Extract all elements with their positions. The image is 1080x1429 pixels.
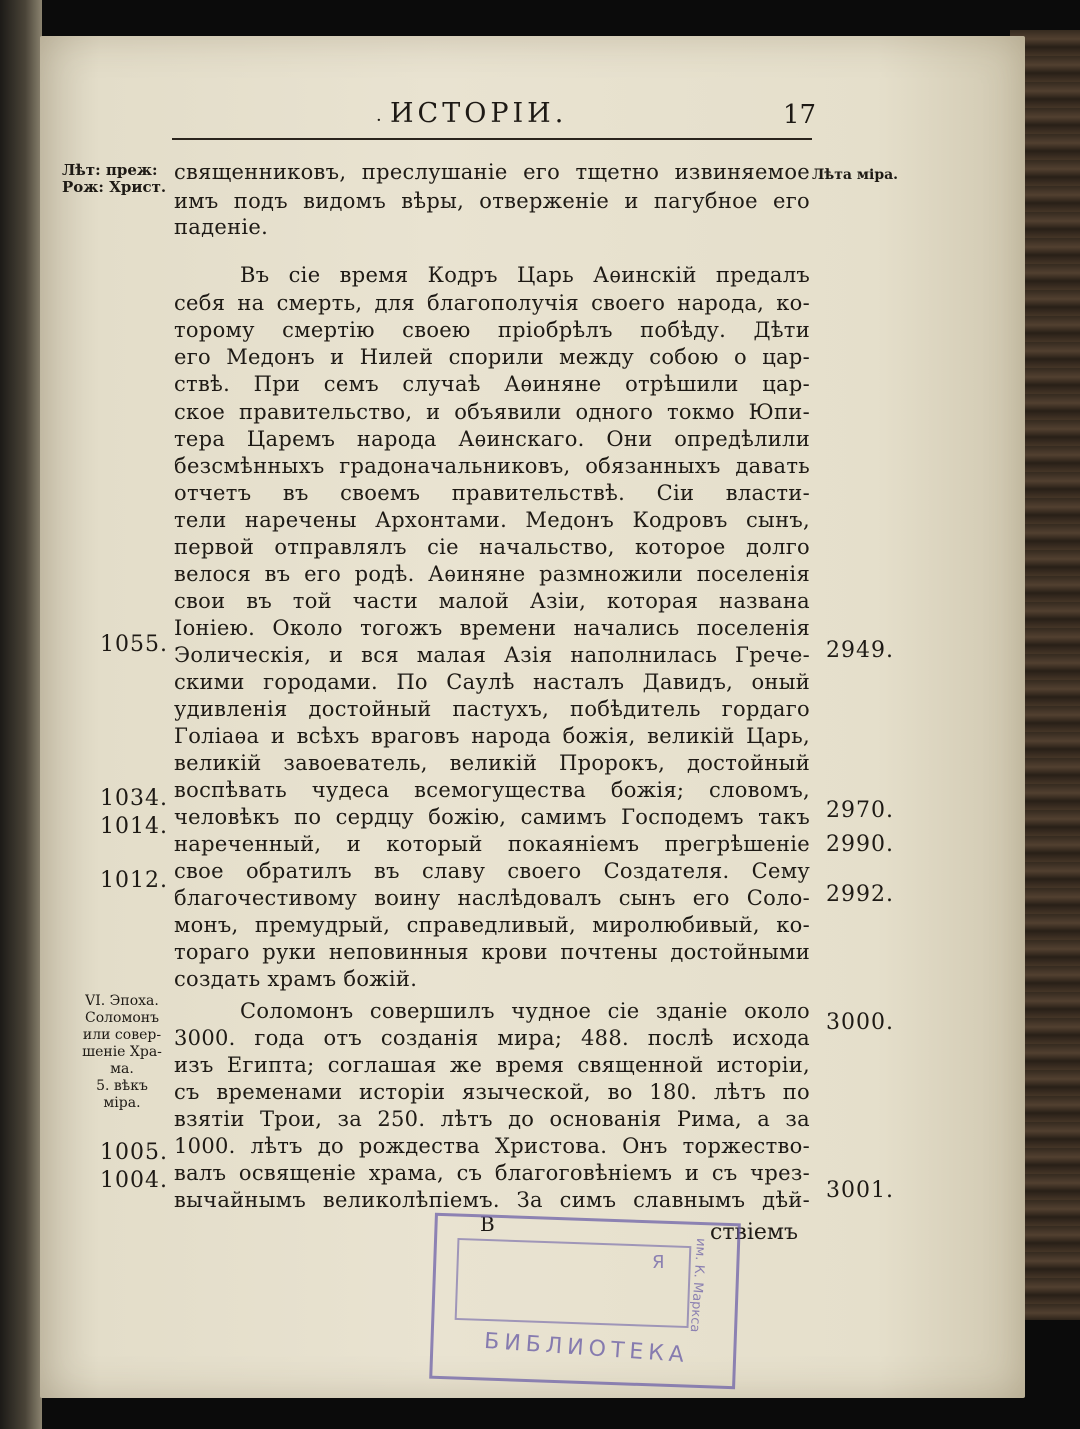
text-line: тели наречены Архонтами. Медонъ Кодровъ сынъ, <box>174 508 810 532</box>
text-line: свои въ той части малой Азiи, которая названа <box>174 589 810 613</box>
text-line: велося въ его родѣ. Аѳиняне размножили поселенiя <box>174 562 810 586</box>
text-line: безсмѣнныхъ градоначальниковъ, обязанныхъ давать <box>174 454 810 478</box>
stamp-side-text: им. К. Маркса <box>686 1237 709 1333</box>
year-right: 3001. <box>826 1178 894 1203</box>
year-left: 1005. <box>100 1140 168 1165</box>
stamp-word: БИБЛИОТЕКА <box>483 1328 690 1369</box>
text-line: его Медонъ и Нилей спорили между собою о цар- <box>174 345 810 369</box>
epoch-note-line: шенiе Хра- <box>82 1044 162 1060</box>
text-line: 1000. лѣтъ до рождества Христова. Онъ торжество- <box>174 1134 810 1158</box>
epoch-note-line: или совер- <box>82 1027 162 1043</box>
epoch-note-line: мiра. <box>103 1095 141 1111</box>
text-line: ствѣ. При семъ случаѣ Аѳиняне отрѣшили цар- <box>174 372 810 396</box>
text-line: человѣкъ по сердцу божiю, самимъ Господемъ такъ <box>174 805 810 829</box>
running-title: ИСТОРIИ. <box>390 98 568 129</box>
year-right: 2992. <box>826 882 894 907</box>
book-binding-left <box>0 0 42 1429</box>
epoch-note-line: VI. Эпоха. <box>85 993 159 1009</box>
text-line: скими городами. По Саулѣ насталъ Давидъ, оный <box>174 670 810 694</box>
page-number: 17 <box>783 100 817 130</box>
text-line: Въ сiе время Кодръ Царь Аѳинскiй предалъ <box>240 263 810 287</box>
text-line: отчетъ въ своемъ правительствѣ. Сiи власти- <box>174 481 810 505</box>
text-line: свое обратилъ въ славу своего Создателя. Сему <box>174 859 810 883</box>
year-right: 2949. <box>826 638 894 663</box>
margin-label-line: Рож: Христ. <box>62 178 167 197</box>
year-left: 1034. <box>100 786 168 811</box>
header-ornament: · <box>376 110 382 131</box>
text-line: первой отправлялъ сiе начальство, которое долго <box>174 535 810 559</box>
text-line: Эолическiя, и вся малая Азiя наполнилась Грече- <box>174 643 810 667</box>
text-line: великiй завоеватель, великiй Пророкъ, достойный <box>174 751 810 775</box>
text-line: ское правительство, и объявили одного токмо Юпи- <box>174 400 810 424</box>
library-stamp <box>432 1218 742 1388</box>
signature-mark: В <box>480 1212 495 1236</box>
text-line: вычайнымъ великолѣпiемъ. За симъ славнымъ дѣй- <box>174 1188 810 1212</box>
margin-label-line: Лѣт: преж: <box>62 161 158 179</box>
epoch-note <box>68 993 176 1112</box>
text-line: съ временами исторiи языческой, во 180. лѣтъ по <box>174 1080 810 1104</box>
text-line: воспѣвать чудеса всемогущества божiя; словомъ, <box>174 778 810 802</box>
text-line: священниковъ, преслушанiе его тщетно извиняемое <box>174 160 810 184</box>
margin-label-years-before-christ <box>62 162 174 197</box>
text-line: Соломонъ совершилъ чудное сiе зданiе около <box>240 999 810 1023</box>
text-line: имъ подъ видомъ вѣры, отверженiе и пагубное его <box>174 189 810 213</box>
epoch-note-line: ма. <box>110 1061 134 1077</box>
text-line: удивленiя достойный пастухъ, побѣдитель гордаго <box>174 697 810 721</box>
text-line: создать храмъ божiй. <box>174 967 418 991</box>
margin-label-years-of-world: Лѣта мiра. <box>812 167 899 183</box>
text-line: монъ, премудрый, справедливый, миролюбивый, ко- <box>174 913 810 937</box>
year-left: 1012. <box>100 868 168 893</box>
text-line: Голiаѳа и всѣхъ враговъ народа божiя, великiй Царь, <box>174 724 810 748</box>
text-line: торому смертiю своею прiобрѣлъ побѣду. Дѣти <box>174 318 810 342</box>
year-left: 1004. <box>100 1168 168 1193</box>
text-line: Iонiею. Около тогожъ времени начались поселенiя <box>174 616 810 640</box>
epoch-note-line: Соломонъ <box>84 1010 160 1026</box>
text-line: валъ освященiе храма, съ благоговѣнiемъ и съ чрез- <box>174 1161 810 1185</box>
year-right: 2970. <box>826 798 894 823</box>
text-line: тера Царемъ народа Аѳинскаго. Они опредѣлили <box>174 427 810 451</box>
catchword: ствiемъ <box>710 1220 799 1245</box>
text-line: нареченный, и который покаянiемъ прегрѣшенiе <box>174 832 810 856</box>
text-line: тораго руки неповинныя крови почтены достойными <box>174 940 810 964</box>
year-right: 3000. <box>826 1010 894 1035</box>
text-line: благочестивому воину наслѣдовалъ сынъ его Соло- <box>174 886 810 910</box>
epoch-note-line: 5. вѣкъ <box>96 1078 148 1094</box>
year-left: 1014. <box>100 814 168 839</box>
header-rule <box>172 138 812 140</box>
text-line: взятiи Трои, за 250. лѣтъ до основанiя Рима, а за <box>174 1107 810 1131</box>
year-right: 2990. <box>826 832 894 857</box>
text-line: изъ Египта; соглашая же время священной исторiи, <box>174 1053 810 1077</box>
year-left: 1055. <box>100 632 168 657</box>
text-line: 3000. года отъ созданiя мира; 488. послѣ исхода <box>174 1026 810 1050</box>
stamp-fragment: Я <box>652 1252 665 1273</box>
text-line: паденiе. <box>174 215 269 239</box>
text-line: себя на смерть, для благополучiя своего народа, ко- <box>174 291 810 315</box>
